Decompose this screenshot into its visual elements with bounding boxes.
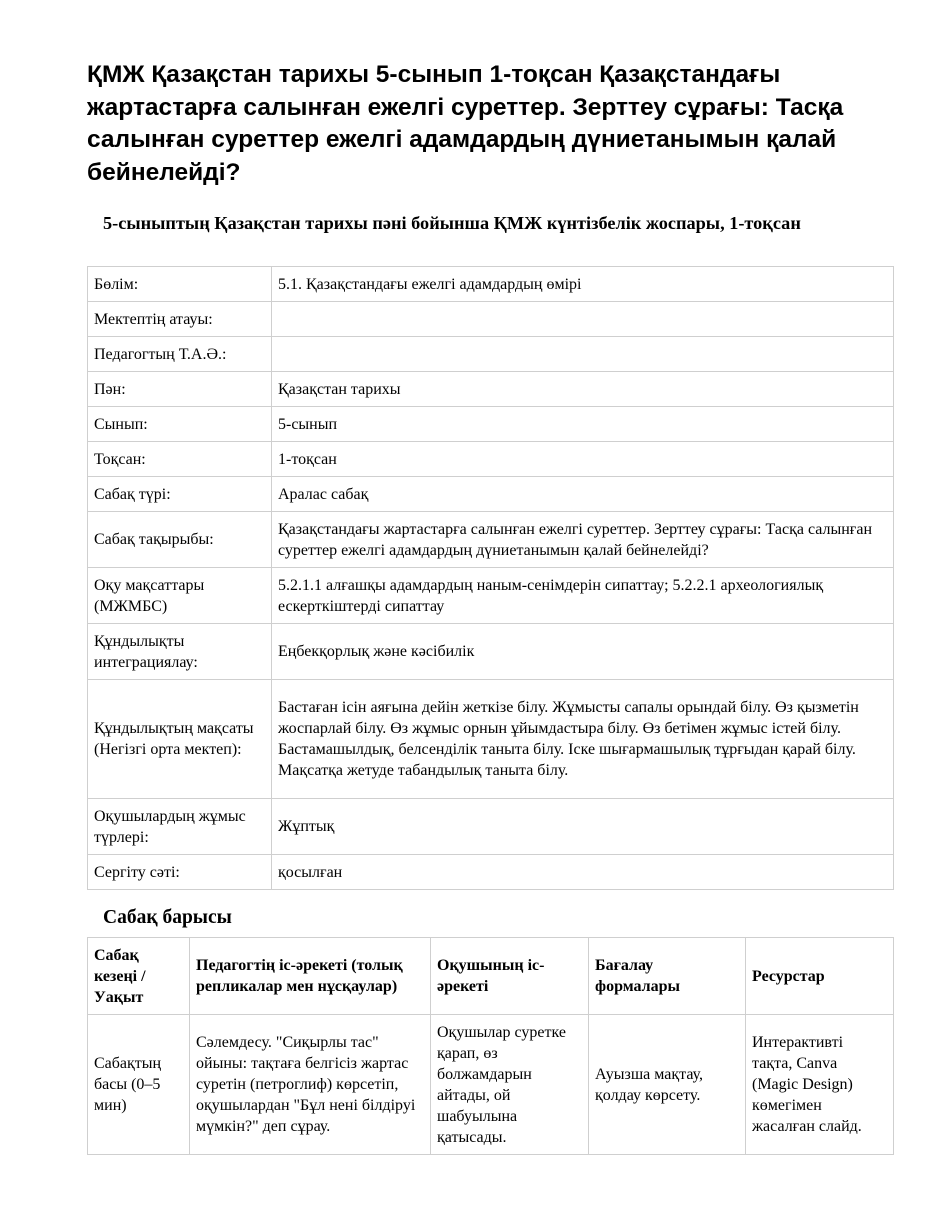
table-row: [88, 1015, 894, 1155]
header-resources: Ресурстар: [746, 938, 894, 1015]
info-row: [88, 855, 894, 890]
info-row: [88, 477, 894, 512]
info-value: 5.1. Қазақстандағы ежелгі адамдардың өмірі: [272, 267, 894, 302]
info-value: 5-сынып: [272, 407, 894, 442]
info-label: Сабақ тақырыбы:: [88, 512, 272, 568]
cell-teacher-activity: Сәлемдесу. "Сиқырлы тас" ойыны: тақтаға белгісіз жартас суретін (петроглиф) көрсетіп, оқушылардан "Бұл нені білдіруі мүмкін?" деп сұрау.: [190, 1015, 431, 1155]
info-label: Сабақ түрі:: [88, 477, 272, 512]
info-row: [88, 372, 894, 407]
info-value: [272, 337, 894, 372]
info-value: [272, 302, 894, 337]
info-row: [88, 799, 894, 855]
info-row: [88, 624, 894, 680]
info-label: Сергіту сәті:: [88, 855, 272, 890]
info-row: [88, 680, 894, 799]
lesson-table: [87, 937, 894, 1155]
cell-resources: Интерактивті тақта, Canva (Magic Design) көмегімен жасалған слайд.: [746, 1015, 894, 1155]
info-value: Қазақстан тарихы: [272, 372, 894, 407]
info-row: [88, 568, 894, 624]
header-stage: Сабақ кезеңі / Уақыт: [88, 938, 190, 1015]
cell-assessment: Ауызша мақтау, қолдау көрсету.: [589, 1015, 746, 1155]
info-row: [88, 407, 894, 442]
info-label: Оқу мақсаттары (МЖМБС): [88, 568, 272, 624]
header-assessment: Бағалау формалары: [589, 938, 746, 1015]
section-title: Сабақ барысы: [103, 907, 232, 928]
info-label: Тоқсан:: [88, 442, 272, 477]
info-label: Педагогтың Т.А.Ә.:: [88, 337, 272, 372]
info-value: 1-тоқсан: [272, 442, 894, 477]
info-label: Бөлім:: [88, 267, 272, 302]
info-value: Еңбекқорлық және кәсібилік: [272, 624, 894, 680]
header-teacher-activity: Педагогтің іс-әрекеті (толық репликалар мен нұсқаулар): [190, 938, 431, 1015]
plan-subtitle: 5-сыныптың Қазақстан тарихы пәні бойынша ҚМЖ күнтізбелік жоспары, 1-тоқсан: [103, 213, 801, 233]
page-title: ҚМЖ Қазақстан тарихы 5-сынып 1-тоқсан Қазақстандағы жартастарға салынған ежелгі суреттер. Зерттеу сұрағы: Тасқа салынған суреттер ежелгі адамдардың дүниетанымын қалай бейнелейді?: [87, 61, 844, 186]
info-value: Қазақстандағы жартастарға салынған ежелгі суреттер. Зерттеу сұрағы: Тасқа салынған суреттер ежелгі адамдардың дүниетанымын қалай бейнелейді?: [272, 512, 894, 568]
info-value: Жұптық: [272, 799, 894, 855]
info-value: Бастаған ісін аяғына дейін жеткізе білу. Жұмысты сапалы орындай білу. Өз қызметін жоспарлай білу. Өз жұмыс орнын ұйымдастыра білу. Өз бетімен жұмыс істей білу. Бастамашылдық, белсенділік таныта білу. Іске шығармашылық тұрғыдан қарай білу. Мақсатқа жетуде табандылық таныта білу.: [272, 680, 894, 799]
info-row: [88, 267, 894, 302]
info-label: Сынып:: [88, 407, 272, 442]
info-value: Аралас сабақ: [272, 477, 894, 512]
info-label: Мектептің атауы:: [88, 302, 272, 337]
lesson-header-row: [88, 938, 894, 1015]
cell-stage: Сабақтың басы (0–5 мин): [88, 1015, 190, 1155]
info-label: Пән:: [88, 372, 272, 407]
header-student-activity: Оқушының іс-әрекеті: [431, 938, 589, 1015]
info-row: [88, 512, 894, 568]
info-table: [87, 266, 894, 890]
info-value: қосылған: [272, 855, 894, 890]
info-row: [88, 302, 894, 337]
info-label: Оқушылардың жұмыс түрлері:: [88, 799, 272, 855]
cell-student-activity: Оқушылар суретке қарап, өз болжамдарын айтады, ой шабуылына қатысады.: [431, 1015, 589, 1155]
info-label: Құндылықтың мақсаты (Негізгі орта мектеп):: [88, 680, 272, 799]
info-row: [88, 442, 894, 477]
info-row: [88, 337, 894, 372]
info-label: Құндылықты интеграциялау:: [88, 624, 272, 680]
info-value: 5.2.1.1 алғашқы адамдардың наным-сенімдерін сипаттау; 5.2.2.1 археологиялық ескерткіштерді сипаттау: [272, 568, 894, 624]
